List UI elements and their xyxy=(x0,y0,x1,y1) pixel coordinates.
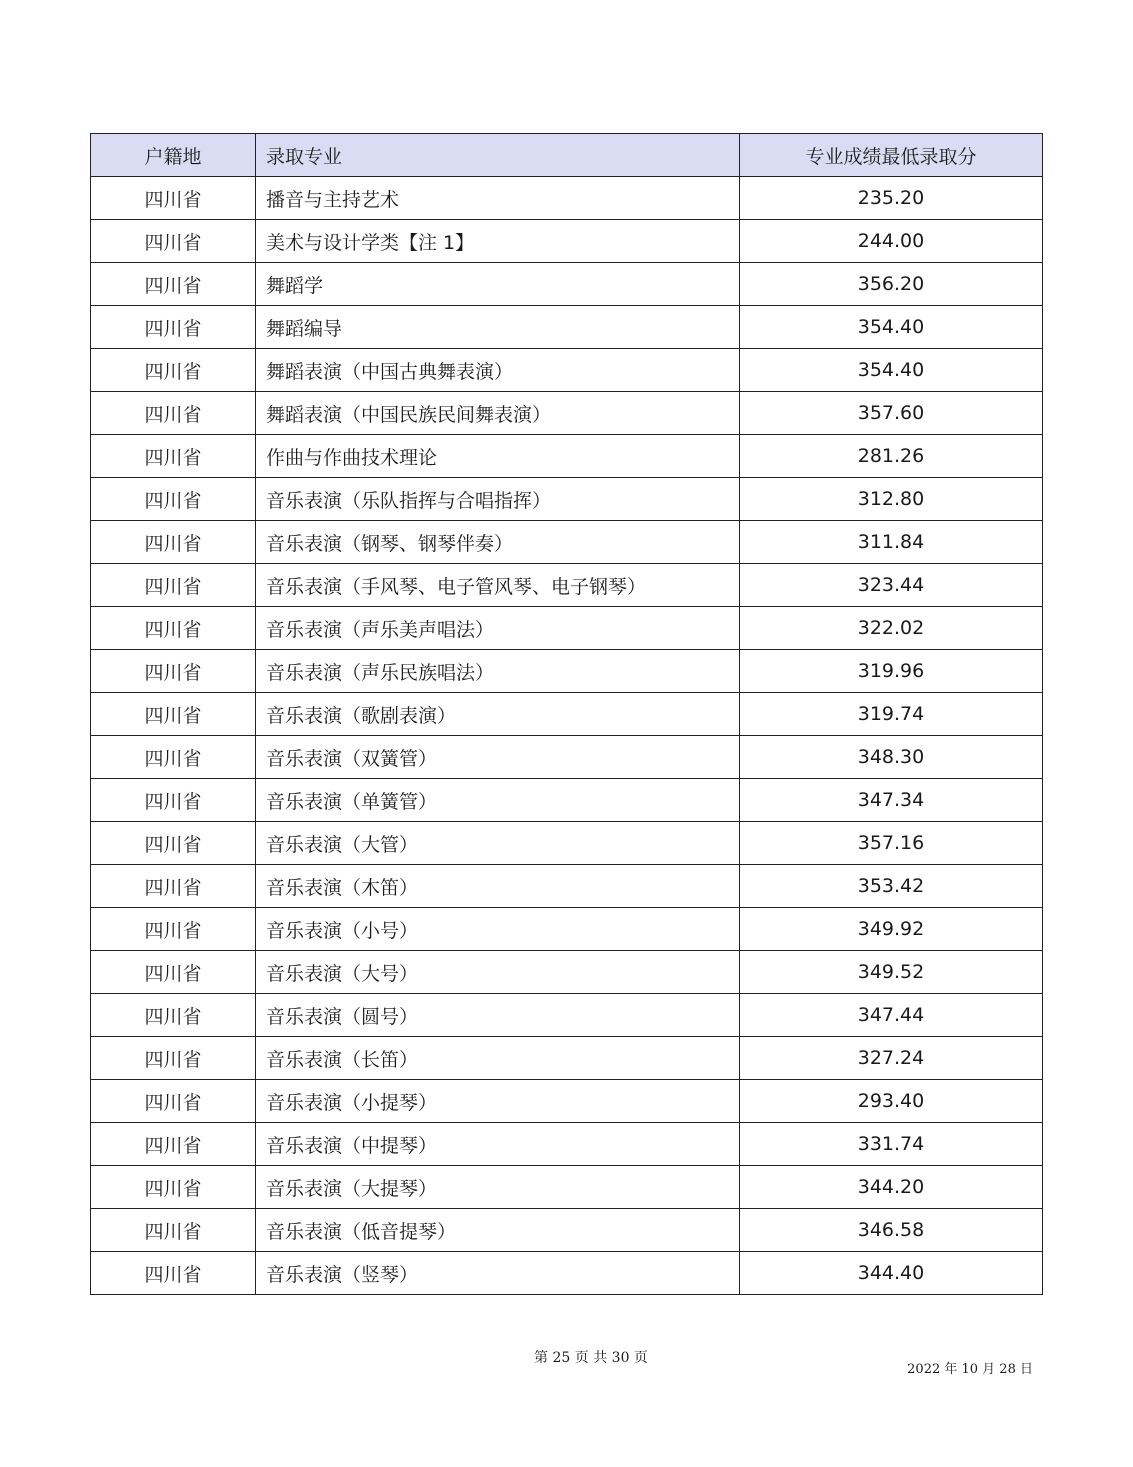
cell-min-score: 311.84 xyxy=(740,521,1043,564)
cell-min-score: 349.92 xyxy=(740,908,1043,951)
cell-admitted-major: 音乐表演（圆号） xyxy=(256,994,740,1037)
cell-household-registration: 四川省 xyxy=(91,1037,256,1080)
cell-min-score: 356.20 xyxy=(740,263,1043,306)
cell-min-score: 357.60 xyxy=(740,392,1043,435)
table-row xyxy=(91,779,1043,822)
cell-min-score: 346.58 xyxy=(740,1209,1043,1252)
table-row xyxy=(91,1080,1043,1123)
cell-admitted-major: 音乐表演（长笛） xyxy=(256,1037,740,1080)
table-header-row xyxy=(91,134,1043,177)
cell-min-score: 319.74 xyxy=(740,693,1043,736)
cell-min-score: 354.40 xyxy=(740,306,1043,349)
cell-admitted-major: 播音与主持艺术 xyxy=(256,177,740,220)
cell-household-registration: 四川省 xyxy=(91,306,256,349)
cell-min-score: 354.40 xyxy=(740,349,1043,392)
table-body xyxy=(91,177,1043,1295)
table-row xyxy=(91,1166,1043,1209)
table-row xyxy=(91,478,1043,521)
cell-household-registration: 四川省 xyxy=(91,1080,256,1123)
cell-min-score: 235.20 xyxy=(740,177,1043,220)
cell-min-score: 344.20 xyxy=(740,1166,1043,1209)
cell-household-registration: 四川省 xyxy=(91,1166,256,1209)
footer-date: 2022 年 10 月 28 日 xyxy=(907,1362,1033,1377)
table-row xyxy=(91,822,1043,865)
cell-household-registration: 四川省 xyxy=(91,908,256,951)
cell-admitted-major: 音乐表演（钢琴、钢琴伴奏） xyxy=(256,521,740,564)
cell-household-registration: 四川省 xyxy=(91,349,256,392)
table-row xyxy=(91,435,1043,478)
cell-admitted-major: 音乐表演（小提琴） xyxy=(256,1080,740,1123)
table-row xyxy=(91,908,1043,951)
cell-min-score: 327.24 xyxy=(740,1037,1043,1080)
cell-admitted-major: 音乐表演（竖琴） xyxy=(256,1252,740,1295)
table-row xyxy=(91,736,1043,779)
cell-admitted-major: 音乐表演（中提琴） xyxy=(256,1123,740,1166)
cell-min-score: 331.74 xyxy=(740,1123,1043,1166)
cell-admitted-major: 音乐表演（大提琴） xyxy=(256,1166,740,1209)
table-row xyxy=(91,521,1043,564)
cell-min-score: 319.96 xyxy=(740,650,1043,693)
table-row xyxy=(91,1037,1043,1080)
cell-household-registration: 四川省 xyxy=(91,1123,256,1166)
cell-admitted-major: 舞蹈编导 xyxy=(256,306,740,349)
header-min-score: 专业成绩最低录取分 xyxy=(740,134,1043,177)
header-household-registration: 户籍地 xyxy=(91,134,256,177)
cell-household-registration: 四川省 xyxy=(91,1252,256,1295)
cell-min-score: 312.80 xyxy=(740,478,1043,521)
table-row xyxy=(91,951,1043,994)
cell-household-registration: 四川省 xyxy=(91,392,256,435)
table-row xyxy=(91,1123,1043,1166)
table-row xyxy=(91,392,1043,435)
cell-household-registration: 四川省 xyxy=(91,607,256,650)
table-row xyxy=(91,865,1043,908)
table-row xyxy=(91,349,1043,392)
cell-household-registration: 四川省 xyxy=(91,220,256,263)
cell-admitted-major: 音乐表演（双簧管） xyxy=(256,736,740,779)
cell-admitted-major: 音乐表演（单簧管） xyxy=(256,779,740,822)
cell-admitted-major: 舞蹈学 xyxy=(256,263,740,306)
table-row xyxy=(91,650,1043,693)
cell-admitted-major: 音乐表演（歌剧表演） xyxy=(256,693,740,736)
cell-household-registration: 四川省 xyxy=(91,263,256,306)
cell-household-registration: 四川省 xyxy=(91,1209,256,1252)
cell-admitted-major: 美术与设计学类【注 1】 xyxy=(256,220,740,263)
cell-min-score: 349.52 xyxy=(740,951,1043,994)
table-row xyxy=(91,177,1043,220)
cell-household-registration: 四川省 xyxy=(91,564,256,607)
cell-household-registration: 四川省 xyxy=(91,177,256,220)
cell-household-registration: 四川省 xyxy=(91,994,256,1037)
cell-admitted-major: 音乐表演（手风琴、电子管风琴、电子钢琴） xyxy=(256,564,740,607)
cell-min-score: 348.30 xyxy=(740,736,1043,779)
cell-household-registration: 四川省 xyxy=(91,822,256,865)
cell-household-registration: 四川省 xyxy=(91,736,256,779)
cell-admitted-major: 音乐表演（小号） xyxy=(256,908,740,951)
cell-min-score: 323.44 xyxy=(740,564,1043,607)
cell-admitted-major: 音乐表演（大号） xyxy=(256,951,740,994)
cell-household-registration: 四川省 xyxy=(91,521,256,564)
cell-admitted-major: 音乐表演（声乐美声唱法） xyxy=(256,607,740,650)
cell-admitted-major: 音乐表演（大管） xyxy=(256,822,740,865)
table-row xyxy=(91,564,1043,607)
table-row xyxy=(91,1252,1043,1295)
table-row xyxy=(91,607,1043,650)
table-row xyxy=(91,220,1043,263)
cell-admitted-major: 作曲与作曲技术理论 xyxy=(256,435,740,478)
cell-household-registration: 四川省 xyxy=(91,951,256,994)
cell-admitted-major: 音乐表演（低音提琴） xyxy=(256,1209,740,1252)
cell-household-registration: 四川省 xyxy=(91,478,256,521)
cell-household-registration: 四川省 xyxy=(91,435,256,478)
table-row xyxy=(91,994,1043,1037)
cell-min-score: 293.40 xyxy=(740,1080,1043,1123)
cell-admitted-major: 舞蹈表演（中国古典舞表演） xyxy=(256,349,740,392)
table-row xyxy=(91,1209,1043,1252)
cell-min-score: 357.16 xyxy=(740,822,1043,865)
cell-household-registration: 四川省 xyxy=(91,779,256,822)
cell-min-score: 347.34 xyxy=(740,779,1043,822)
table-row xyxy=(91,693,1043,736)
cell-min-score: 353.42 xyxy=(740,865,1043,908)
cell-household-registration: 四川省 xyxy=(91,650,256,693)
cell-min-score: 244.00 xyxy=(740,220,1043,263)
table-row xyxy=(91,263,1043,306)
cell-min-score: 322.02 xyxy=(740,607,1043,650)
cell-admitted-major: 舞蹈表演（中国民族民间舞表演） xyxy=(256,392,740,435)
cell-household-registration: 四川省 xyxy=(91,693,256,736)
cell-admitted-major: 音乐表演（声乐民族唱法） xyxy=(256,650,740,693)
page-number: 第 25 页 共 30 页 xyxy=(534,1350,648,1366)
cell-min-score: 281.26 xyxy=(740,435,1043,478)
cell-household-registration: 四川省 xyxy=(91,865,256,908)
table-row xyxy=(91,306,1043,349)
cell-min-score: 347.44 xyxy=(740,994,1043,1037)
cell-admitted-major: 音乐表演（木笛） xyxy=(256,865,740,908)
admission-scores-table xyxy=(90,133,1043,1295)
header-admitted-major: 录取专业 xyxy=(256,134,740,177)
cell-min-score: 344.40 xyxy=(740,1252,1043,1295)
cell-admitted-major: 音乐表演（乐队指挥与合唱指挥） xyxy=(256,478,740,521)
